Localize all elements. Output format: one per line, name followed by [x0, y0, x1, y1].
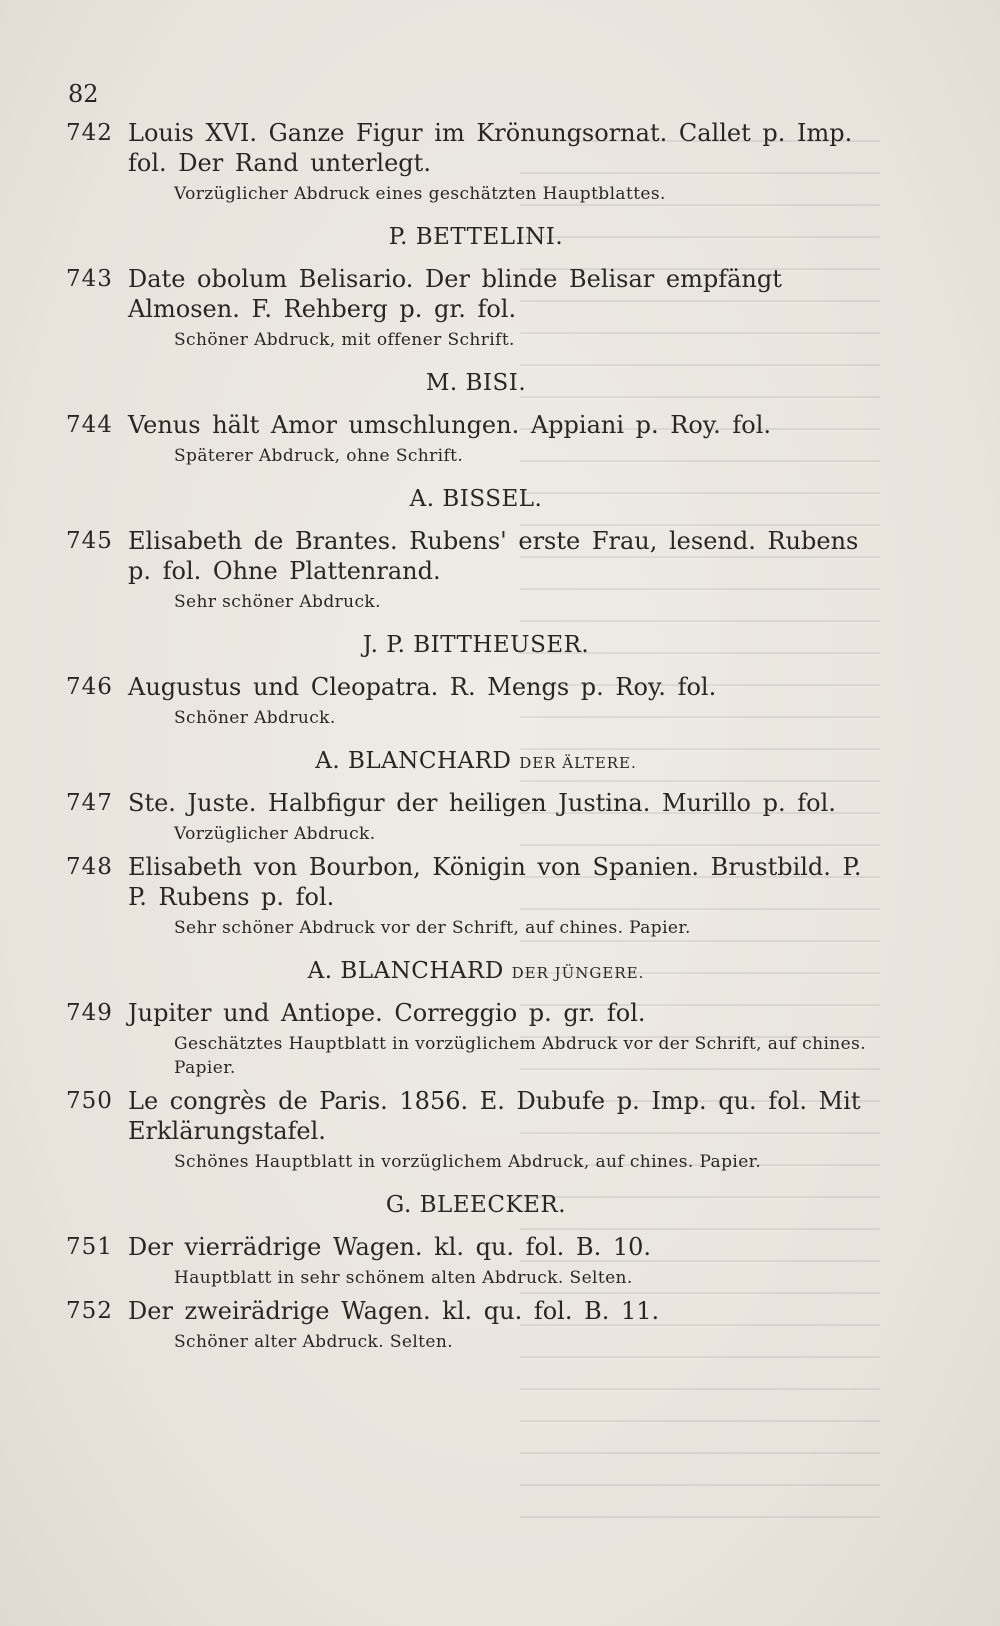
entry-description: Elisabeth von Bourbon, Königin von Spanien. Brustbild. P. P. Rubens p. fol.	[128, 853, 862, 911]
entry-description: Der vierrädrige Wagen. kl. qu. fol. B. 10.	[128, 1233, 651, 1261]
artist-heading	[66, 370, 886, 396]
entry-note: Hauptblatt in sehr schönem alten Abdruck. Selten.	[174, 1268, 633, 1288]
entry-note: Schönes Hauptblatt in vorzüglichem Abdruck, auf chines. Papier.	[174, 1152, 762, 1172]
entry-description: Elisabeth de Brantes. Rubens' erste Frau, lesend. Rubens p. fol. Ohne Plattenrand.	[128, 527, 859, 585]
entry-note: Schöner Abdruck, mit offener Schrift.	[174, 330, 515, 350]
catalog-entry	[66, 998, 886, 1080]
entry-number: 743	[66, 266, 113, 292]
catalog-content	[66, 118, 886, 1360]
artist-heading	[66, 958, 886, 984]
artist-name: P. BETTELINI.	[388, 224, 564, 250]
entry-number: 752	[66, 1298, 113, 1324]
entry-note: Schöner Abdruck.	[174, 708, 336, 728]
entry-description: Jupiter und Antiope. Correggio p. gr. fol.	[128, 999, 646, 1027]
artist-name: J. P. BITTHEUSER.	[362, 632, 590, 658]
entry-number: 747	[66, 790, 113, 816]
catalog-entry	[66, 1086, 886, 1174]
page-number: 82	[68, 80, 99, 108]
catalog-entry	[66, 788, 886, 846]
artist-name: A. BISSEL.	[409, 486, 543, 512]
entry-note: Vorzüglicher Abdruck eines geschätzten Hauptblattes.	[174, 184, 666, 204]
artist-heading	[66, 224, 886, 250]
catalog-entry	[66, 1232, 886, 1290]
entry-number: 751	[66, 1234, 113, 1260]
entry-note: Sehr schöner Abdruck vor der Schrift, auf chines. Papier.	[174, 918, 691, 938]
artist-heading	[66, 748, 886, 774]
entry-description: Venus hält Amor umschlungen. Appiani p. Roy. fol.	[128, 411, 772, 439]
artist-heading	[66, 632, 886, 658]
entry-number: 748	[66, 854, 113, 880]
artist-heading	[66, 486, 886, 512]
entry-note: Geschätztes Hauptblatt in vorzüglichem Abdruck vor der Schrift, auf chines. Papier.	[174, 1034, 867, 1078]
entry-number: 749	[66, 1000, 113, 1026]
entry-note: Sehr schöner Abdruck.	[174, 592, 381, 612]
entry-note: Späterer Abdruck, ohne Schrift.	[174, 446, 464, 466]
artist-name: M. BISI.	[425, 370, 527, 396]
artist-name: A. BLANCHARD	[307, 958, 504, 984]
entry-description: Der zweirädrige Wagen. kl. qu. fol. B. 11.	[128, 1297, 660, 1325]
entry-description: Augustus und Cleopatra. R. Mengs p. Roy. fol.	[128, 673, 717, 701]
artist-suffix: DER ÄLTERE.	[519, 754, 637, 772]
entry-note: Vorzüglicher Abdruck.	[174, 824, 376, 844]
artist-name: A. BLANCHARD	[315, 748, 512, 774]
entry-description: Le congrès de Paris. 1856. E. Dubufe p. Imp. qu. fol. Mit Erklärungstafel.	[128, 1087, 861, 1145]
entry-description: Ste. Juste. Halbfigur der heiligen Justina. Murillo p. fol.	[128, 789, 836, 817]
entry-number: 742	[66, 120, 113, 146]
entry-number: 750	[66, 1088, 113, 1114]
catalog-entry	[66, 526, 886, 614]
artist-name: G. BLEECKER.	[385, 1192, 567, 1218]
catalog-entry	[66, 1296, 886, 1354]
entry-description: Date obolum Belisario. Der blinde Belisar empfängt Almosen. F. Rehberg p. gr. fol.	[128, 265, 782, 323]
catalog-entry	[66, 852, 886, 940]
catalog-entry	[66, 410, 886, 468]
catalog-entry	[66, 264, 886, 352]
artist-heading	[66, 1192, 886, 1218]
entry-description: Louis XVI. Ganze Figur im Krönungsornat. Callet p. Imp. fol. Der Rand unterlegt.	[128, 119, 853, 177]
artist-suffix: DER JÜNGERE.	[511, 964, 645, 982]
entry-number: 746	[66, 674, 113, 700]
entry-number: 745	[66, 528, 113, 554]
entry-note: Schöner alter Abdruck. Selten.	[174, 1332, 454, 1352]
catalog-entry	[66, 672, 886, 730]
catalog-entry	[66, 118, 886, 206]
entry-number: 744	[66, 412, 113, 438]
